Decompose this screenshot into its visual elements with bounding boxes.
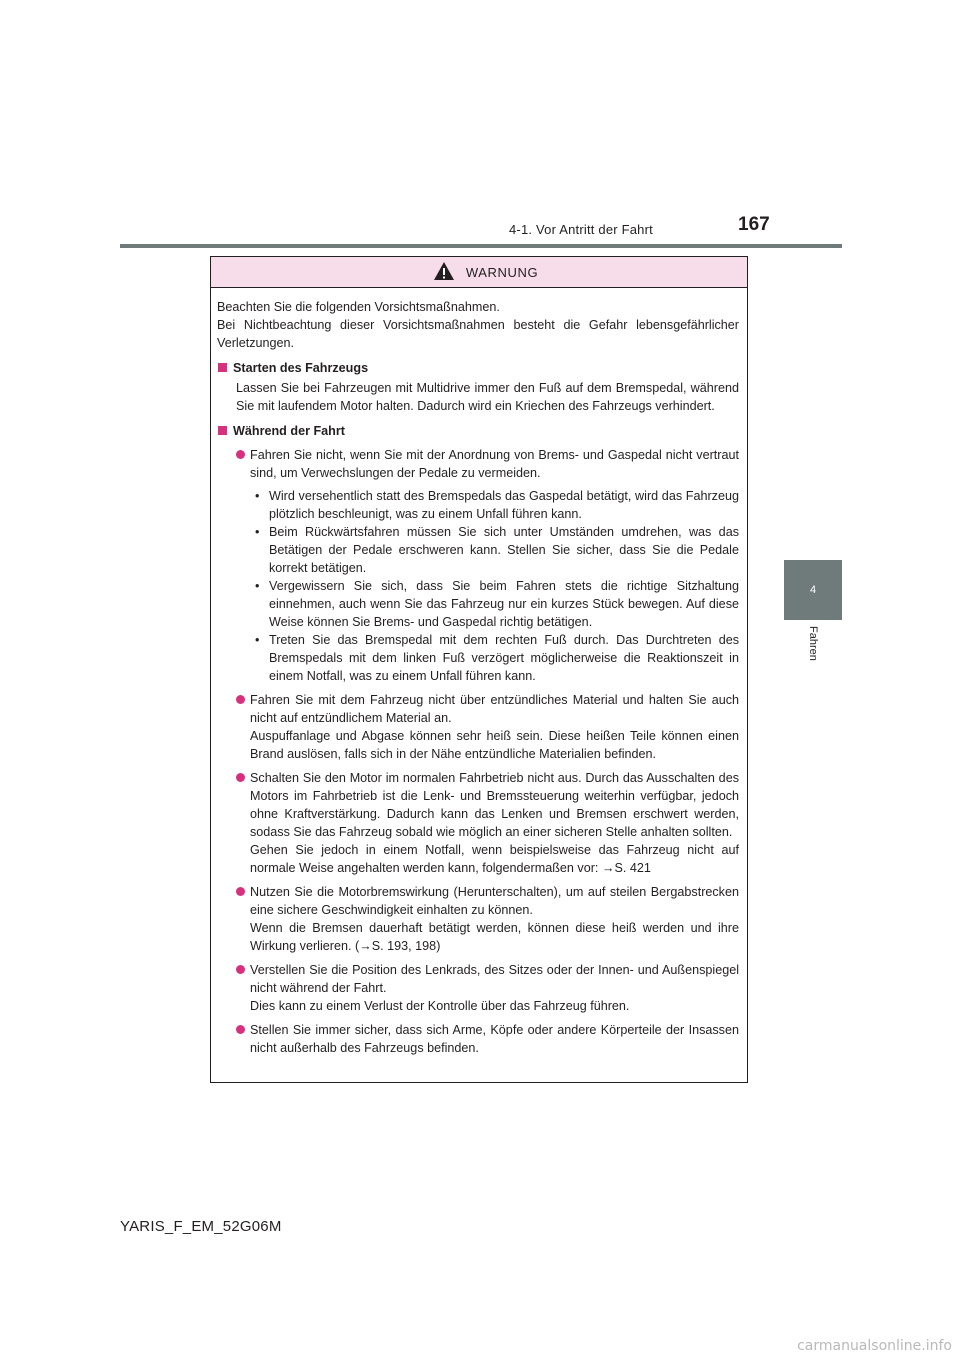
sub-list-item: • Vergewissern Sie sich, dass Sie beim Fahren stets die richtige Sitzhaltung einnehmen, auch wenn Sie das Fahrzeug nur ein kurzes Stück bewegen. Auf diese Weise können Sie Brems- und Gaspedal richtig betätigen.	[255, 579, 739, 629]
bullet-text-2: Gehen Sie jedoch in einem Notfall, wenn beispielsweise das Fahrzeug nicht auf normale Weise angehalten werden kann, folgendermaßen vor: →S. 421	[250, 843, 739, 875]
list-item	[217, 1021, 739, 1057]
sub-item-text: Beim Rückwärtsfahren müssen Sie sich unter Umständen umdrehen, was das Betätigen der Pedale erschweren kann. Stellen Sie sicher, dass Sie die Pedale korrekt betätigen.	[269, 525, 739, 575]
warning-header	[211, 257, 747, 288]
list-item	[217, 769, 739, 877]
sub-list-item: • Beim Rückwärtsfahren müssen Sie sich unter Umständen umdrehen, was das Betätigen der Pedale erschweren kann. Stellen Sie sicher, dass Sie die Pedale korrekt betätigen.	[255, 525, 739, 575]
chapter-tab[interactable]	[784, 560, 842, 620]
circle-bullet-icon	[236, 695, 245, 704]
bullet-text: Fahren Sie mit dem Fahrzeug nicht über entzündliches Material und halten Sie auch nicht auf entzündlichem Material an.	[250, 693, 739, 725]
bullet-text-2: Dies kann zu einem Verlust der Kontrolle über das Fahrzeug führen.	[250, 999, 630, 1013]
bullet-text: Schalten Sie den Motor im normalen Fahrbetrieb nicht aus. Durch das Ausschalten des Motors im Fahrbetrieb ist die Lenk- und Bremssteuerung weiterhin verfügbar, jedoch ohne Kraftverstärkung. Dadurch kann das Lenken und Bremsen erschwert werden, sodass Sie das Fahrzeug sobald wie möglich an einer sicheren Stelle anhalten sollten.	[250, 771, 739, 839]
circle-bullet-icon	[236, 773, 245, 782]
sub-item-text: Vergewissern Sie sich, dass Sie beim Fahren stets die richtige Sitzhaltung einnehmen, auch wenn Sie das Fahrzeug nur ein kurzes Stück bewegen. Auf diese Weise können Sie Brems- und Gaspedal richtig betätigen.	[269, 579, 739, 629]
bullet-text: Verstellen Sie die Position des Lenkrads, des Sitzes oder der Innen- und Außenspiegel nicht während der Fahrt.	[250, 963, 739, 995]
section-heading-start	[217, 359, 739, 377]
bullet-text: Fahren Sie nicht, wenn Sie mit der Anordnung von Brems- und Gaspedal nicht vertraut sind, um Verwechslungen der Pedale zu vermeiden.	[250, 448, 739, 480]
section-heading-driving	[217, 422, 739, 440]
chapter-label-text: Fahren	[807, 626, 819, 661]
intro-line-2: Bei Nichtbeachtung dieser Vorsichtsmaßnahmen besteht die Gefahr lebensgefährlicher Verletzungen.	[217, 318, 739, 350]
list-item	[217, 883, 739, 955]
circle-bullet-icon	[236, 1025, 245, 1034]
square-bullet-icon	[218, 363, 227, 372]
chapter-number: 4	[809, 584, 817, 596]
intro-line-1: Beachten Sie die folgenden Vorsichtsmaßnahmen.	[217, 300, 500, 314]
sub-item-text: Wird versehentlich statt des Bremspedals das Gaspedal betätigt, wird das Fahrzeug plötzlich beschleunigt, was zu einem Unfall führen kann.	[269, 489, 739, 521]
bullet-text-2: Auspuffanlage und Abgase können sehr heiß sein. Diese heißen Teile können einen Brand auslösen, falls sich in der Nähe entzündliche Materialien befinden.	[250, 729, 739, 761]
warning-triangle-icon	[433, 261, 455, 281]
list-item	[217, 961, 739, 1015]
bullet-text: Nutzen Sie die Motorbremswirkung (Herunterschalten), um auf steilen Bergabstrecken eine sichere Geschwindigkeit einhalten zu können.	[250, 885, 739, 917]
section-heading-text: Während der Fahrt	[233, 424, 345, 438]
warning-title: WARNUNG	[465, 264, 539, 280]
section-title: 4-1. Vor Antritt der Fahrt	[509, 222, 653, 237]
header-divider	[120, 244, 842, 248]
sub-item-text: Treten Sie das Bremspedal mit dem rechten Fuß durch. Das Durchtreten des Bremspedals mit dem linken Fuß verzögert möglicherweise die Reaktionszeit in einem Notfall, was zu einem Unfall führen kann.	[269, 633, 739, 683]
chapter-label	[788, 622, 838, 682]
bullet-text-2: Wenn die Bremsen dauerhaft betätigt werden, können diese heiß werden und ihre Wirkung verlieren. (→S. 193, 198)	[250, 921, 739, 953]
sub-list-item: • Treten Sie das Bremspedal mit dem rechten Fuß durch. Das Durchtreten des Bremspedals mit dem linken Fuß verzögert möglicherweise die Reaktionszeit in einem Notfall, was zu einem Unfall führen kann.	[255, 633, 739, 683]
warning-box	[210, 256, 748, 1083]
list-item	[217, 446, 739, 482]
bullet-text: Stellen Sie immer sicher, dass sich Arme, Köpfe oder andere Körperteile der Insassen nicht außerhalb des Fahrzeugs befinden.	[250, 1023, 739, 1055]
sub-list-item: • Wird versehentlich statt des Bremspedals das Gaspedal betätigt, wird das Fahrzeug plötzlich beschleunigt, was zu einem Unfall führen kann.	[255, 489, 739, 521]
circle-bullet-icon	[236, 965, 245, 974]
list-item	[217, 691, 739, 763]
circle-bullet-icon	[236, 450, 245, 459]
circle-bullet-icon	[236, 887, 245, 896]
square-bullet-icon	[218, 426, 227, 435]
section-text-start: Lassen Sie bei Fahrzeugen mit Multidrive immer den Fuß auf dem Bremspedal, während Sie mit laufendem Motor halten. Dadurch wird ein Kriechen des Fahrzeugs verhindert.	[236, 381, 739, 413]
document-code: YARIS_F_EM_52G06M	[120, 1218, 282, 1235]
watermark-link[interactable]: carmanualsonline.info	[797, 1338, 952, 1354]
warning-content	[211, 288, 747, 1057]
section-heading-text: Starten des Fahrzeugs	[233, 361, 369, 375]
sub-list	[217, 487, 739, 685]
page-number: 167	[738, 214, 770, 235]
